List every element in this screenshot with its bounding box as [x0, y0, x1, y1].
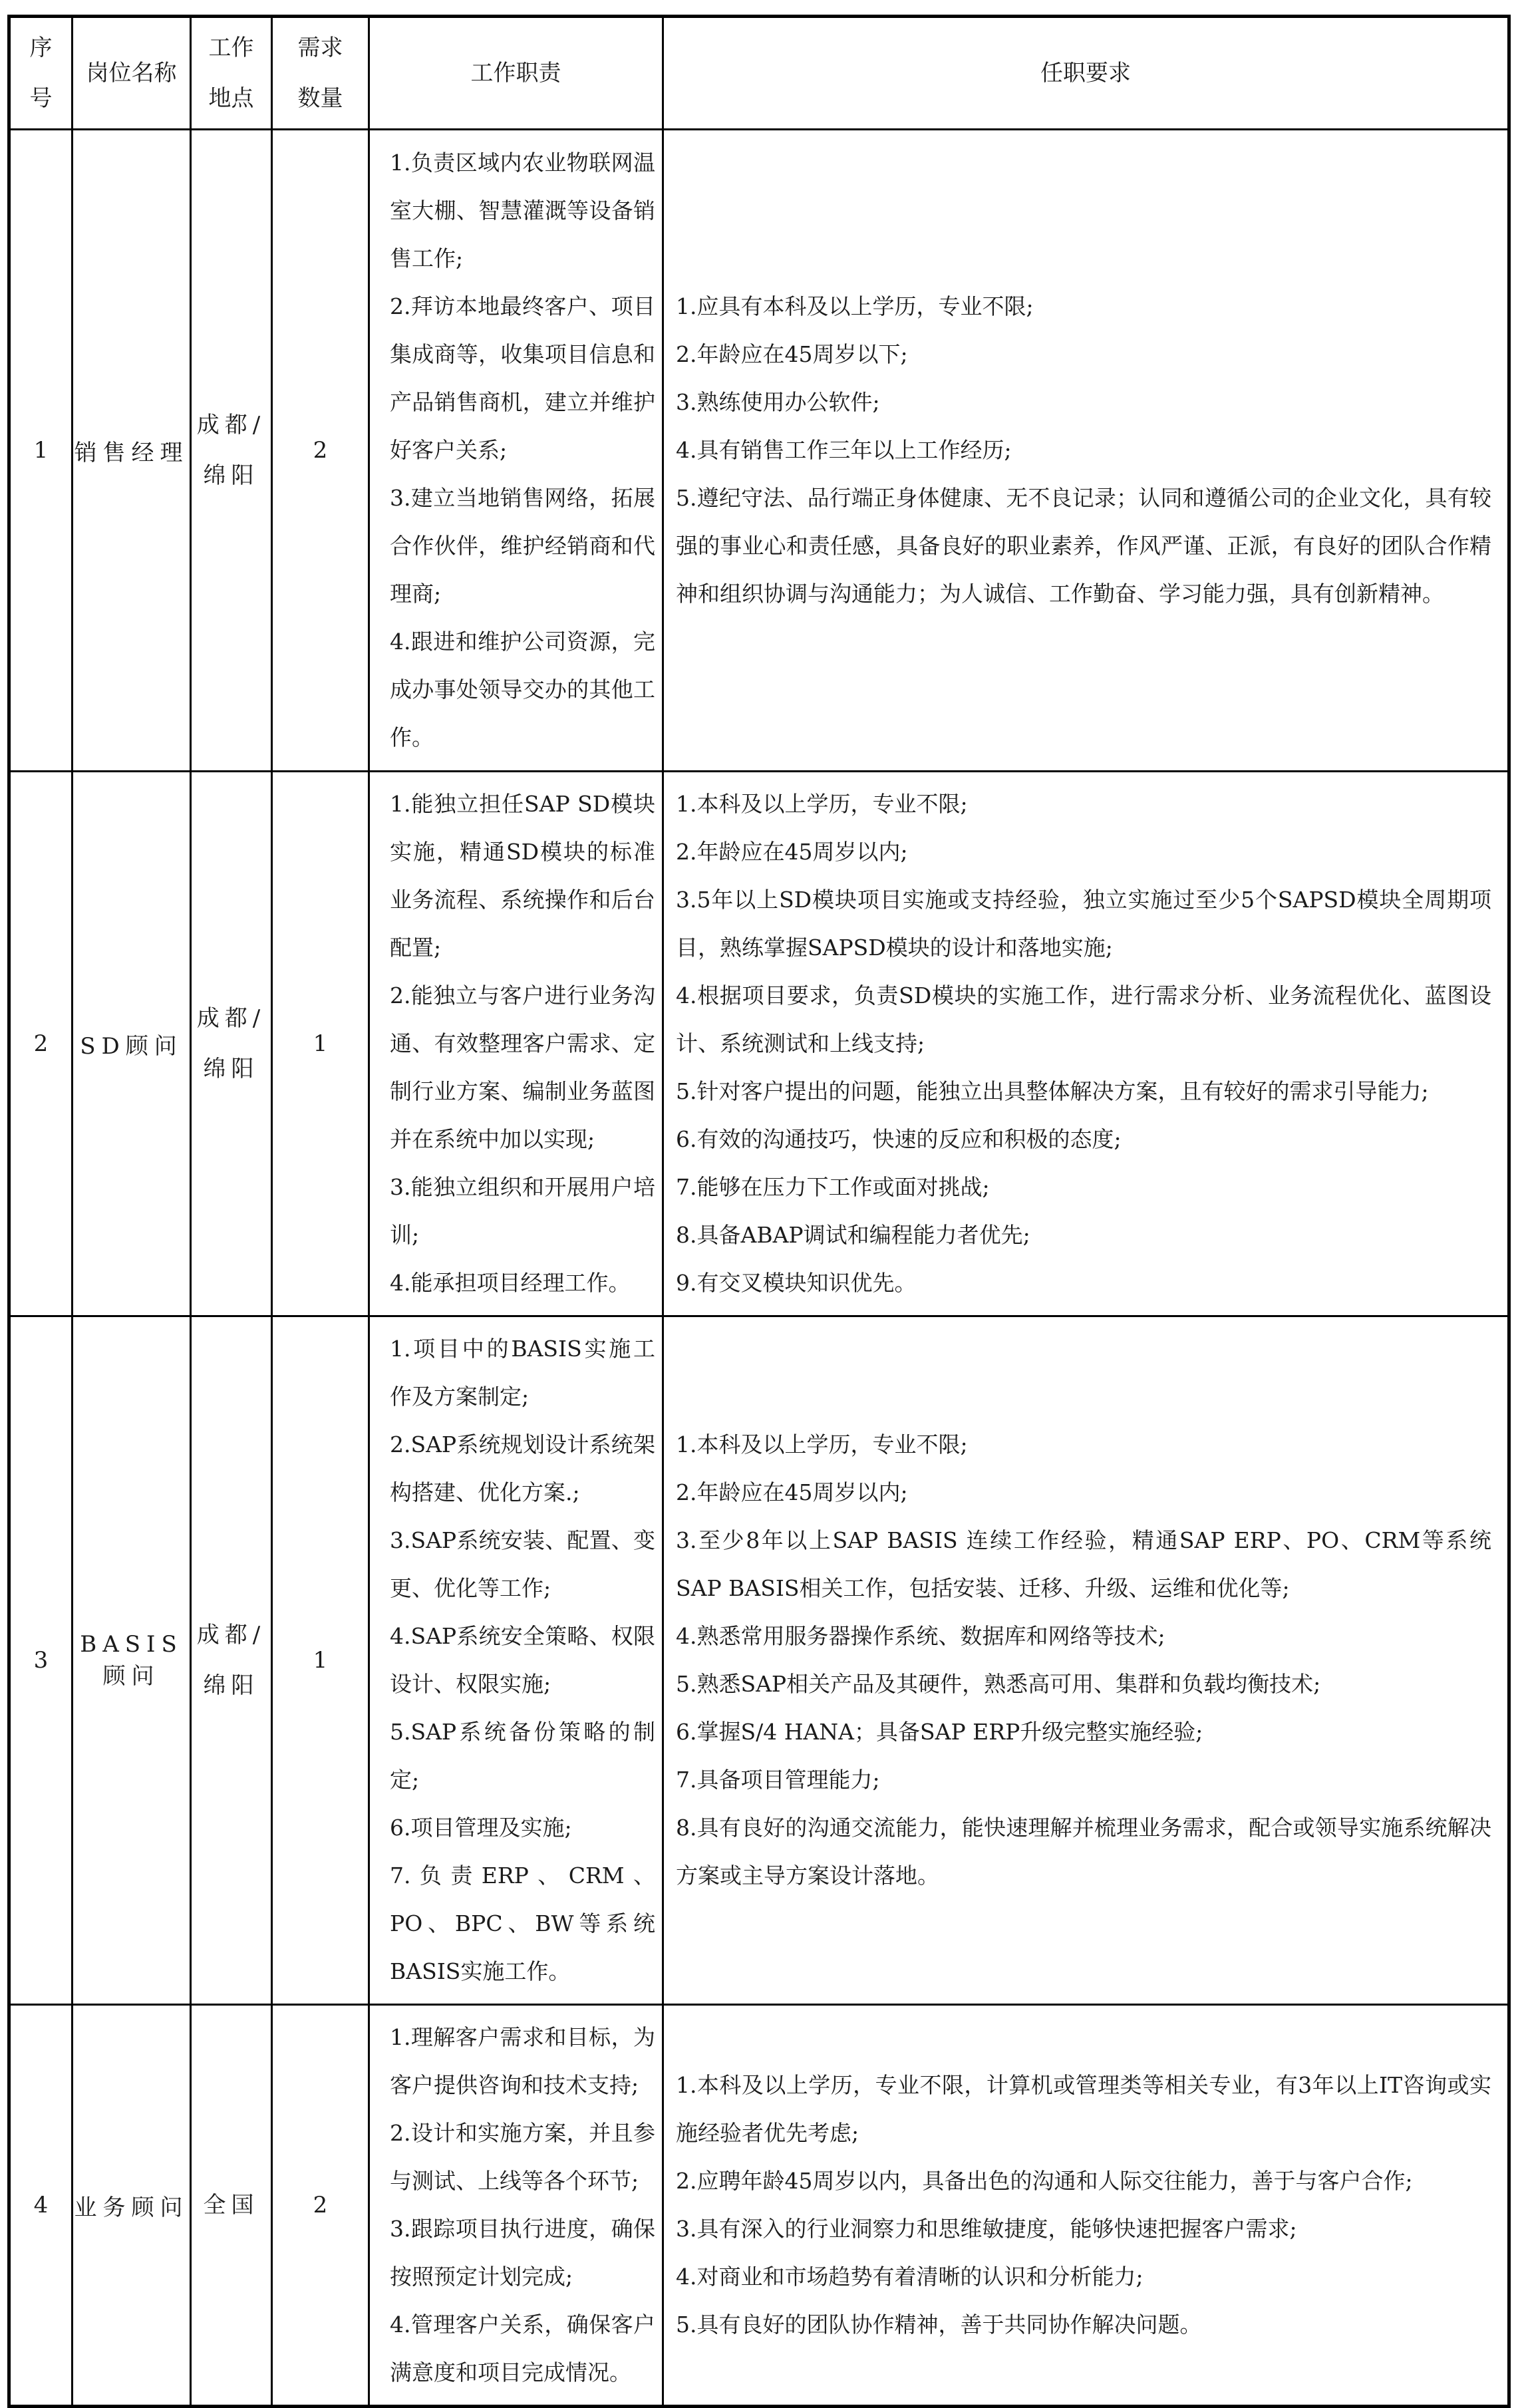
table-row-business-consultant	[9, 2005, 1509, 2407]
cell-serial-number: 2	[9, 772, 73, 1316]
header-row	[9, 17, 1509, 130]
cell-headcount: 1	[272, 1316, 369, 2005]
location-line: 全国	[203, 2192, 259, 2218]
requirement-item: 1.本科及以上学历，专业不限;	[676, 1431, 968, 1457]
requirement-item: 7.具备项目管理能力;	[676, 1767, 880, 1793]
requirement-item: 9.有交叉模块知识优先。	[676, 1270, 917, 1296]
requirement-item: 4.熟悉常用服务器操作系统、数据库和网络等技术;	[676, 1623, 1165, 1649]
cell-position-name: BASIS顾问	[73, 1316, 191, 2005]
duty-item: 1.能独立担任SAP SD模块实施，精通SD模块的标准业务流程、系统操作和后台配置;	[390, 791, 655, 961]
column-header-duties	[369, 17, 663, 130]
cell-headcount: 2	[272, 2005, 369, 2407]
requirement-item: 2.应聘年龄45周岁以内，具备出色的沟通和人际交往能力，善于与客户合作;	[676, 2168, 1413, 2194]
cell-requirements	[663, 1316, 1509, 2005]
cell-headcount: 2	[272, 130, 369, 772]
requirement-item: 1.应具有本科及以上学历，专业不限;	[676, 293, 1034, 319]
requirement-item: 2.年龄应在45周岁以内;	[676, 839, 908, 865]
requirement-item: 7.能够在压力下工作或面对挑战;	[676, 1174, 990, 1200]
duty-item: 1.负责区域内农业物联网温室大棚、智慧灌溉等设备销售工作;	[390, 150, 655, 271]
cell-position-name: 销售经理	[73, 130, 191, 772]
header-line: 号	[29, 85, 53, 112]
column-header-position-name	[73, 17, 191, 130]
table-row-basis-consultant	[9, 1316, 1509, 2005]
cell-duties	[369, 130, 663, 772]
header-line: 序	[29, 35, 53, 61]
header-line: 地点	[208, 85, 254, 112]
requirement-item: 5.具有良好的团队协作精神，善于共同协作解决问题。	[676, 2312, 1202, 2337]
requirement-item: 1.本科及以上学历，专业不限;	[676, 791, 968, 817]
requirement-item: 2.年龄应在45周岁以下;	[676, 341, 908, 367]
requirement-item: 3.至少8年以上SAP BASIS 连续工作经验，精通SAP ERP、PO、CRM等系统SAP BASIS相关工作，包括安装、迁移、升级、运维和优化等;	[676, 1527, 1491, 1601]
column-header-requirements	[663, 17, 1509, 130]
location-line: 绵阳	[203, 462, 259, 489]
duty-item: 2.能独立与客户进行业务沟通、有效整理客户需求、定制行业方案、编制业务蓝图并在系统中加以实现;	[390, 982, 655, 1152]
duty-item: 4.SAP系统安全策略、权限设计、权限实施;	[390, 1623, 655, 1697]
requirement-item: 4.具有销售工作三年以上工作经历;	[676, 437, 1012, 463]
requirements-list	[676, 780, 1491, 1307]
requirement-item: 5.针对客户提出的问题，能独立出具整体解决方案，且有较好的需求引导能力;	[676, 1078, 1429, 1104]
duty-item: 1.理解客户需求和目标，为客户提供咨询和技术支持;	[390, 2024, 655, 2098]
header-line: 工作	[208, 35, 254, 61]
cell-duties	[369, 772, 663, 1316]
requirement-item: 4.根据项目要求，负责SD模块的实施工作，进行需求分析、业务流程优化、蓝图设计、系统测试和上线支持;	[676, 982, 1491, 1056]
duties-list	[390, 780, 655, 1307]
header-line: 岗位名称	[86, 60, 177, 86]
cell-position-name: 业务顾问	[73, 2005, 191, 2407]
duties-list	[390, 1325, 655, 1996]
requirement-item: 4.对商业和市场趋势有着清晰的认识和分析能力;	[676, 2264, 1143, 2290]
duty-item: 3.建立当地销售网络，拓展合作伙伴，维护经销商和代理商;	[390, 485, 655, 607]
cell-duties	[369, 1316, 663, 2005]
table-row-sd-consultant	[9, 772, 1509, 1316]
requirement-item: 6.掌握S/4 HANA；具备SAP ERP升级完整实施经验;	[676, 1719, 1203, 1745]
cell-serial-number: 3	[9, 1316, 73, 2005]
duties-list	[390, 2014, 655, 2397]
duty-item: 5.SAP系统备份策略的制定;	[390, 1719, 655, 1793]
document-page	[0, 15, 1518, 2408]
table-row-sales-manager	[9, 130, 1509, 772]
cell-headcount: 1	[272, 772, 369, 1316]
cell-serial-number: 1	[9, 130, 73, 772]
duty-item: 7.负责ERP、CRM、PO、BPC、BW等系统BASIS实施工作。	[390, 1863, 655, 1984]
job-positions-table	[7, 15, 1511, 2408]
requirement-item: 6.有效的沟通技巧，快速的反应和积极的态度;	[676, 1126, 1122, 1152]
cell-work-location	[191, 130, 272, 772]
duty-item: 3.能独立组织和开展用户培训;	[390, 1174, 655, 1248]
requirement-item: 3.熟练使用办公软件;	[676, 389, 880, 415]
duty-item: 1.项目中的BASIS实施工作及方案制定;	[390, 1336, 655, 1410]
cell-work-location	[191, 2005, 272, 2407]
duty-item: 2.设计和实施方案，并且参与测试、上线等各个环节;	[390, 2120, 655, 2194]
duty-item: 4.能承担项目经理工作。	[390, 1270, 631, 1296]
cell-requirements	[663, 130, 1509, 772]
requirements-list	[676, 283, 1491, 618]
duty-item: 3.跟踪项目执行进度，确保按照预定计划完成;	[390, 2216, 655, 2290]
cell-requirements	[663, 2005, 1509, 2407]
location-line: 成都/	[196, 1005, 266, 1032]
requirement-item: 8.具备ABAP调试和编程能力者优先;	[676, 1222, 1030, 1248]
header-line: 工作职责	[470, 60, 561, 86]
duty-item: 3.SAP系统安装、配置、变更、优化等工作;	[390, 1527, 655, 1601]
requirement-item: 8.具有良好的沟通交流能力，能快速理解并梳理业务需求，配合或领导实施系统解决方案或主导方案设计落地。	[676, 1815, 1491, 1888]
requirement-item: 2.年龄应在45周岁以内;	[676, 1479, 908, 1505]
duty-item: 4.管理客户关系，确保客户满意度和项目完成情况。	[390, 2312, 655, 2385]
column-header-work-location	[191, 17, 272, 130]
cell-work-location	[191, 772, 272, 1316]
location-line: 成都/	[196, 412, 266, 438]
requirement-item: 3.具有深入的行业洞察力和思维敏捷度，能够快速把握客户需求;	[676, 2216, 1297, 2242]
requirement-item: 5.遵纪守法、品行端正身体健康、无不良记录；认同和遵循公司的企业文化，具有较强的事业心和责任感，具备良好的职业素养，作风严谨、正派，有良好的团队合作精神和组织协调与沟通能力；为人诚信、工作勤奋、学习能力强，具有创新精神。	[676, 485, 1491, 607]
requirement-item: 5.熟悉SAP相关产品及其硬件，熟悉高可用、集群和负载均衡技术;	[676, 1671, 1321, 1697]
header-line: 任职要求	[1040, 60, 1131, 86]
cell-requirements	[663, 772, 1509, 1316]
duties-list	[390, 139, 655, 762]
location-line: 成都/	[196, 1622, 266, 1648]
duty-item: 4.跟进和维护公司资源，完成办事处领导交办的其他工作。	[390, 629, 655, 750]
column-header-headcount	[272, 17, 369, 130]
cell-work-location	[191, 1316, 272, 2005]
duty-item: 2.拜访本地最终客户、项目集成商等，收集项目信息和产品销售商机，建立并维护好客户关系;	[390, 293, 655, 463]
requirements-list	[676, 1421, 1491, 1900]
header-line: 需求	[297, 35, 343, 61]
requirement-item: 3.5年以上SD模块项目实施或支持经验，独立实施过至少5个SAPSD模块全周期项目，熟练掌握SAPSD模块的设计和落地实施;	[676, 887, 1491, 961]
location-line: 绵阳	[203, 1056, 259, 1082]
requirements-list	[676, 2061, 1491, 2349]
location-line: 绵阳	[203, 1672, 259, 1699]
cell-position-name: SD顾问	[73, 772, 191, 1316]
cell-duties	[369, 2005, 663, 2407]
cell-serial-number: 4	[9, 2005, 73, 2407]
duty-item: 2.SAP系统规划设计系统架构搭建、优化方案.;	[390, 1431, 655, 1505]
duty-item: 6.项目管理及实施;	[390, 1815, 572, 1841]
requirement-item: 1.本科及以上学历，专业不限，计算机或管理类等相关专业，有3年以上IT咨询或实施经验者优先考虑;	[676, 2072, 1491, 2146]
header-line: 数量	[297, 85, 343, 112]
column-header-serial-number	[9, 17, 73, 130]
